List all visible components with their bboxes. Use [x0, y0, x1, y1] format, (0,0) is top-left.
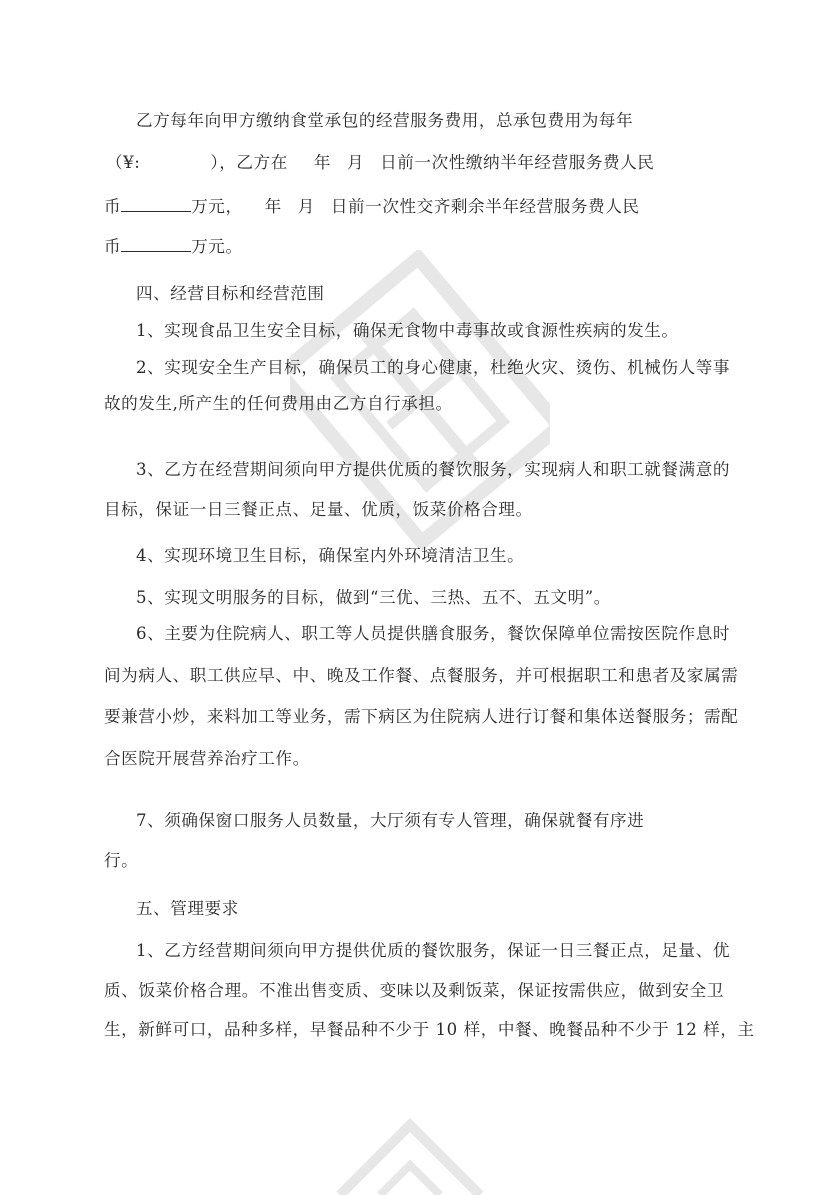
text: 4、实现环境卫生目标，确保室内外环境清洁卫生。	[136, 546, 525, 565]
fee-paragraph-line-4	[104, 236, 724, 258]
section4-item-6-line-4	[104, 748, 724, 770]
text: 日前一次性缴纳半年经营服务费人民	[380, 153, 655, 172]
watermark-logo-icon	[330, 1105, 490, 1195]
month-label: 月	[297, 197, 315, 216]
text: 7、须确保窗口服务人员数量，大厅须有专人管理，确保就餐有序进	[136, 811, 645, 830]
fee-paragraph-line-2	[106, 152, 726, 174]
unit-label: 万元。	[191, 237, 243, 256]
text: 2、实现安全生产目标，确保员工的身心健康，杜绝火灾、烫伤、机械伤人等事	[136, 358, 730, 377]
text: 合医院开展营养治疗工作。	[104, 749, 310, 768]
section4-item-6-line-3	[104, 706, 739, 728]
section4-item-1	[136, 320, 724, 342]
text: 目标，保证一日三餐正点、足量、优质，饭菜价格合理。	[104, 500, 533, 519]
text: 日前一次性交齐剩余半年经营服务费人民	[330, 197, 640, 216]
heading-text: 四、经营目标和经营范围	[136, 284, 325, 303]
text: 6、主要为住院病人、职工等人员提供膳食服务，餐饮保障单位需按医院作息时	[136, 624, 730, 643]
text: ），乙方在	[210, 153, 288, 172]
section5-item-1-line-1	[136, 940, 730, 962]
section4-item-4	[136, 545, 724, 567]
text: 间为病人、职工供应早、中、晚及工作餐、点餐服务，并可根据职工和患者及家属需	[104, 666, 739, 685]
section4-item-6-line-1	[136, 623, 730, 645]
year-label: 年	[264, 197, 282, 216]
month-label: 月	[346, 153, 365, 172]
amount-label: （¥:	[106, 153, 141, 172]
heading-text: 五、管理要求	[136, 899, 239, 918]
text: 5、实现文明服务的目标，做到“三优、三热、五不、五文明”。	[136, 588, 611, 607]
section4-item-6-line-2	[104, 665, 739, 687]
section-heading-5	[136, 898, 724, 920]
text: 乙方每年向甲方缴纳食堂承包的经营服务费用，总承包费用为每年	[136, 111, 634, 130]
currency-label: 币	[104, 237, 122, 256]
section4-item-7-line-2	[104, 850, 724, 872]
text: 生，新鲜可口，品种多样，早餐品种不少于 10 样，中餐、晚餐品种不少于 12 样，主	[104, 1020, 755, 1039]
text: 质、饭菜价格合理。不准出售变质、变味以及剩饭菜，保证按需供应，做到安全卫	[104, 981, 724, 1000]
text: 3、乙方在经营期间须向甲方提供优质的餐饮服务，实现病人和职工就餐满意的	[136, 460, 730, 479]
fee-paragraph-line-1	[136, 110, 724, 132]
unit-label: 万元，	[191, 197, 243, 216]
text: 行。	[104, 851, 139, 870]
currency-label: 币	[104, 197, 122, 216]
section4-item-2-line-2	[104, 393, 724, 415]
section4-item-5	[136, 587, 724, 609]
fee-paragraph-line-3	[104, 196, 724, 218]
section4-item-7-line-1	[136, 810, 724, 832]
text: 1、乙方经营期间须向甲方提供优质的餐饮服务，保证一日三餐正点，足量、优	[136, 941, 730, 960]
section4-item-3-line-2	[104, 499, 724, 521]
amount-underline-field	[121, 197, 191, 212]
text: 要兼营小炒，来料加工等业务，需下病区为住院病人进行订餐和集体送餐服务；需配	[104, 707, 739, 726]
text: 1、实现食品卫生安全目标，确保无食物中毒事故或食源性疾病的发生。	[136, 321, 679, 340]
section4-item-3-line-1	[136, 459, 730, 481]
amount-underline-field	[121, 237, 191, 252]
section5-item-1-line-3	[104, 1019, 755, 1041]
section5-item-1-line-2	[104, 980, 724, 1002]
section4-item-2-line-1	[136, 357, 730, 379]
section-heading-4	[136, 283, 724, 305]
year-label: 年	[313, 153, 331, 172]
text: 故的发生,所产生的任何费用由乙方自行承担。	[104, 394, 453, 413]
